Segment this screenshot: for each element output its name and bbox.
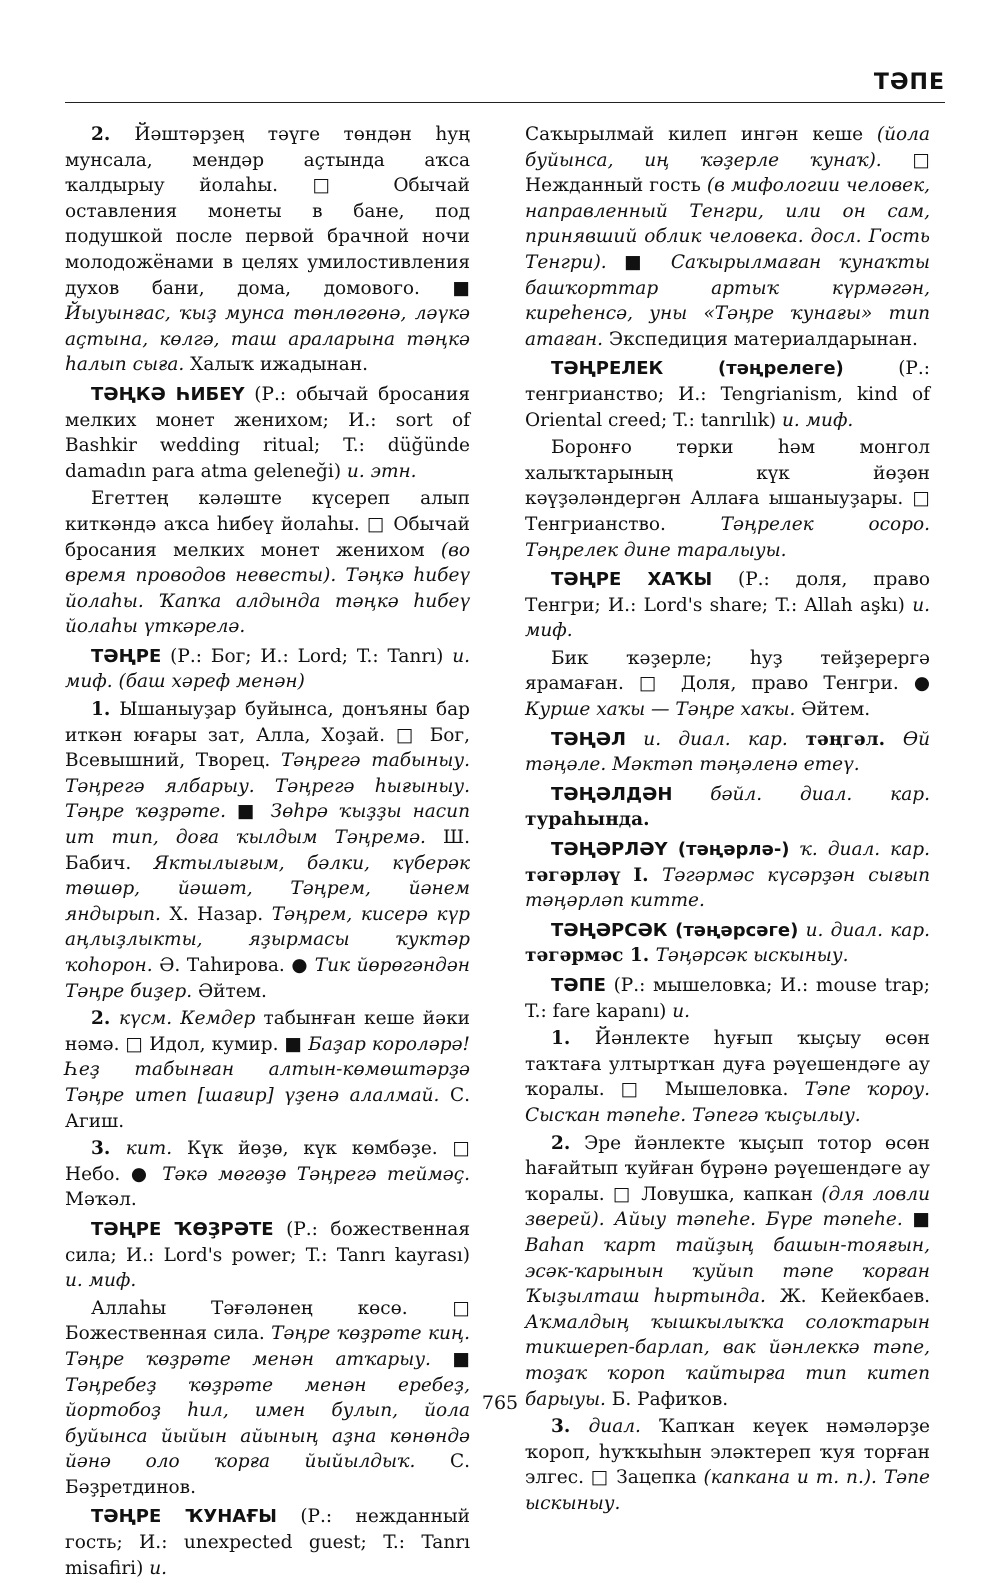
text-segment: Х. Назар.	[160, 903, 272, 925]
dictionary-paragraph	[525, 1131, 930, 1413]
headword: ТӘҢРЕ	[91, 645, 162, 667]
text-segment: Күк йөҙө, күк көмбәҙе. □ Небо. ●	[65, 1138, 470, 1185]
italic-text: Яктылығым, бәлки, күберәк төшөр, йәшәт, Тәңрем, йәнем яндырып.	[65, 852, 470, 925]
dictionary-paragraph	[525, 1414, 930, 1516]
text-segment: Ышаныуҙар буйынса, донъяны бар иткән юғары зат, Алла, Хоҙай. □ Бог, Всевышний, Творец.	[65, 699, 470, 772]
text-segment: ■	[606, 251, 671, 273]
dictionary-paragraph	[525, 646, 930, 723]
text-segment: Ә. Таһирова. ●	[152, 955, 315, 976]
bold-text: тәгәрмәс 1.	[525, 945, 656, 967]
text-segment	[790, 839, 800, 860]
dictionary-entry-headline	[525, 918, 930, 969]
dictionary-paragraph	[65, 1136, 470, 1213]
italic-text: Тәңребеҙ ҡөҙрәте менән еребеҙ, йортобоҙ һил, имен булып, йола буйынса йыйын айының аҙна көнөндә йәнә оло ҡорға йыйылдыҡ.	[65, 1374, 470, 1473]
italic-text: Тәңре ҡөҙрәте киң. Тәңре ҡөҙрәте менән атҡарыу.	[65, 1323, 470, 1370]
dictionary-entry-headline	[65, 382, 470, 484]
italic-text: Өй тәңәле. Мәктәп тәңәленә етеү.	[525, 728, 931, 776]
italic-text: Ваһап ҡарт тайҙың башын-тояғын, эсәк-ҡарынын ҡуйып тәпе ҡорған Ҡыҙылташ һыртында.	[525, 1234, 930, 1308]
headword: ТӘҢРЕ ҠУНАҒЫ	[91, 1506, 277, 1528]
italic-text: кит.	[125, 1138, 173, 1160]
page-number: 765	[481, 1392, 519, 1414]
text-segment: Б. Рафиҡов.	[605, 1388, 729, 1410]
dictionary-entry-headline	[65, 1217, 470, 1294]
headword: ТӘҢКӘ ҺИБЕҮ	[91, 383, 245, 405]
text-segment: Ш. Бабич.	[65, 827, 470, 874]
dictionary-entry-headline	[525, 782, 930, 833]
dictionary-entry-headline	[525, 837, 930, 914]
text-segment: Әйтем.	[795, 699, 871, 721]
bold-text: 1.	[551, 1028, 595, 1050]
italic-text: и.	[149, 1557, 167, 1579]
bold-text: 2.	[91, 124, 135, 145]
italic-text: (во время проводов невесты). Тәңкә һибеү йолаһы. Ҡапҡа алдында тәңкә һибеү йолаһы үткәрелә.	[65, 539, 470, 638]
italic-text: и. миф.	[65, 1270, 137, 1292]
headword: ТӘПЕ	[551, 975, 606, 996]
dictionary-paragraph	[65, 1006, 470, 1134]
italic-text: и. диал. кар.	[805, 919, 931, 941]
text-segment: Саҡырылмай килеп ингән кеше	[525, 124, 877, 145]
text-segment	[626, 729, 643, 750]
bold-text: тәгәрләү I.	[525, 864, 663, 886]
italic-text: Тәпе ҡороу. Сысҡан тәпеһе. Тәпегә ҡыҫылыу.	[525, 1079, 931, 1126]
bold-text: 2.	[91, 1008, 119, 1030]
bold-text: 3.	[551, 1416, 589, 1438]
running-header	[65, 66, 945, 103]
italic-text: и. этн.	[346, 460, 417, 482]
text-segment: (Р.: мышеловка; И.: mouse trap; T.: fare kapanı)	[525, 975, 930, 1022]
italic-text: Тәңрегә табыныу. Тәңрегә ялбарыу. Тәңрегә һығыныу. Тәңре ҡөҙрәте.	[65, 750, 470, 823]
text-segment: С. Бәҙретдинов.	[65, 1451, 470, 1498]
italic-text: Тәңәрсәк ыскыныу.	[655, 945, 849, 967]
italic-text: и. диал. кар.	[643, 728, 788, 750]
headword: ТӘҢӘЛДӘН	[551, 783, 673, 805]
italic-text: Тик йөрөгәндән Тәңре биҙер.	[65, 955, 470, 1002]
italic-text: (для ловли зверей). Айыу тәпеһе. Бүре тәпеһе.	[525, 1183, 930, 1231]
italic-text: Тәгәрмәс күсәрҙән сығып тәңәрләп китте.	[525, 864, 930, 912]
bold-text: 3.	[91, 1138, 126, 1160]
headword: ТӘҢӘРЛӘҮ (тәңәрлә-)	[551, 839, 790, 861]
text-segment: Әйтем.	[192, 980, 267, 1002]
italic-text: и. миф.	[782, 409, 854, 431]
text-segment: □ Нежданный гость	[525, 149, 930, 197]
text-segment: Халыҡ ижадынан.	[184, 354, 369, 376]
text-segment: (Р.: божественная сила; И.: Lord's power; T.: Tanrı kayrası)	[65, 1218, 470, 1266]
text-segment: ■	[902, 1209, 930, 1231]
dictionary-paragraph	[65, 122, 470, 378]
dictionary-paragraph	[65, 697, 470, 1004]
text-segment: (Р.: тенгрианство; И.: Tengrianism, kind of Oriental creed; T.: tanrılık)	[525, 358, 930, 431]
italic-text: и. миф. (баш хәреф менән)	[65, 645, 470, 693]
text-segment: (Р.: доля, право Тенгри; И.: Lord's share; T.: Allah aşkı)	[525, 569, 930, 616]
bold-text: 1.	[91, 699, 120, 721]
running-head-title: ТӘПЕ	[873, 70, 945, 95]
italic-text: (в мифологии человек, направленный Тенгри, или он сам, принявший облик человека. досл. Гость Тенгри).	[525, 175, 931, 273]
italic-text: (йола буйынса, иң ҡәҙерле ҡунаҡ).	[525, 124, 930, 171]
left-column	[65, 122, 470, 1583]
text-segment: Аллаһы Тәғәләнең көсө. □ Божественная сила.	[65, 1297, 470, 1345]
text-segment: (Р.: Бог; И.: Lord; T.: Tanrı)	[161, 645, 453, 667]
bold-text: тәңгәл.	[787, 728, 903, 750]
italic-text: диал.	[588, 1416, 641, 1438]
text-segment: Мәҡәл.	[65, 1189, 137, 1211]
dictionary-paragraph	[525, 435, 930, 563]
italic-text: Йыуынғас, ҡыҙ мунса төнлөгөнә, ләүкә аҫтына, көлгә, таш араларына тәңкә һалып сыға.	[65, 303, 470, 376]
text-segment: ■	[226, 801, 271, 823]
text-segment: Ҡапҡан кеүек нәмәләрҙе ҡороп, һуҡҡыһын эләктереп ҡуя торған элгес. □ Зацепка	[525, 1416, 930, 1489]
italic-text: Баҙар короләрә! Һеҙ табынған алтын-көмөштәрҙә Тәңре итеп [шағир] үҙенә алалмай.	[65, 1033, 470, 1106]
italic-text: Зөһрә ҡыҙҙы насип ит тип, доға ҡылдым Тәңремә.	[65, 801, 470, 849]
italic-text: Саҡырылмаған ҡунаҡты башҡорттар артыҡ күрмәгән, киреһенсә, уны «Тәңре ҡунағы» тип атаған.	[525, 251, 930, 350]
bold-text: 2.	[551, 1132, 585, 1154]
text-segment: Бик ҡәҙерле; һуҙ тейҙерергә ярамаған. □ Доля, право Тенгри. ●	[525, 647, 930, 695]
text-segment: табынған кеше йәки нәмә. □ Идол, кумир. ■	[65, 1008, 470, 1055]
dictionary-entry-headline	[65, 644, 470, 695]
dictionary-entry-headline	[525, 727, 930, 778]
italic-text: Аҡмалдың ҡышкылыҡҡа солоҡтарын тикшереп-барлап, вак йәнлеккә тәпе, тоҙаҡ ҡороп ҡайтырға тип китеп барыуы.	[525, 1311, 930, 1410]
italic-text: Тәңрелек осоро. Тәңрелек дине таралыуы.	[525, 513, 930, 561]
dictionary-entry-headline	[525, 356, 930, 433]
italic-text: и. миф.	[525, 594, 930, 642]
right-column	[525, 122, 930, 1518]
text-segment: Боронғо төрки һәм монгол халыҡтарының күк йөҙөн кәүҙәләндергән Аллаға ышаныуҙары. □ Тенгрианство.	[525, 437, 930, 535]
text-segment: Йәштәрҙең тәүге төндән һуң мунсала, мендәр аҫтында аҡса ҡалдырыу йолаһы. □ Обычай оставления монеты в бане, под подушкой после первой брачной ночи молодожёнами в целях умилостивления духов бани, дома, домового. ■	[65, 124, 470, 299]
italic-text: ҡ. диал. кар.	[799, 839, 930, 861]
text-segment: (Р.: обычай бросания мелких монет женихом; И.: sort of Bashkir wedding ritual; T.: düğünde damadın para atma geleneği)	[65, 383, 470, 482]
dictionary-paragraph	[525, 122, 930, 352]
text-segment: (Р.: нежданный гость; И.: unexpected guest; T.: Tanrı misafiri)	[65, 1506, 470, 1579]
text-segment: Эре йәнлекте ҡыҫып тотор өсөн һағайтып ҡуйған бүрәнә рәүешендәге ау ҡоралы. □ Ловушка, капкан	[525, 1132, 930, 1205]
dictionary-entry-headline	[525, 567, 930, 644]
dictionary-paragraph	[65, 486, 470, 640]
italic-text: күсм. Кемдер	[118, 1008, 256, 1030]
italic-text: Тәкә мөгөҙө Тәңрегә теймәҫ.	[162, 1163, 470, 1185]
headword: ТӘҢӘРСӘК (тәңәрсәге)	[551, 919, 799, 941]
headword: ТӘҢРЕ ХАҠЫ	[551, 569, 713, 591]
italic-text: Тәңрем, кисерә күр аңлыҙлыкты, яҙырмасы ҡуктәр ҡоһорон.	[65, 903, 470, 976]
dictionary-entry-headline	[525, 973, 930, 1024]
text-segment: С. Агиш.	[65, 1084, 470, 1132]
italic-text: (капкана и т. п.). Тәпе ыскыныу.	[525, 1467, 930, 1514]
italic-text: Курше хаҡы — Тәңре хаҡы.	[525, 699, 796, 721]
bold-text: тураһында.	[525, 809, 650, 831]
text-segment: Егеттең кәләште күсереп алып киткәндә аҡса һибеү йолаһы. □ Обычай бросания мелких монет женихом	[65, 488, 470, 561]
headword: ТӘҢӘЛ	[551, 728, 627, 750]
headword: ТӘҢРЕЛЕК (тәңрелеге)	[551, 358, 844, 380]
text-segment: Ж. Кейекбаев.	[765, 1286, 930, 1308]
dictionary-paragraph	[525, 1026, 930, 1128]
text-segment	[672, 784, 710, 805]
text-segment: Экспедиция материалдарынан.	[603, 328, 918, 350]
dictionary-entry-headline	[65, 1504, 470, 1581]
text-segment	[798, 920, 805, 941]
italic-text: и.	[672, 1000, 691, 1022]
text-segment: Йәнлекте һуғып ҡыҫыу өсөн таҡтаға ултыртҡан дуға рәүешендәге ау ҡоралы. □ Мышеловка.	[525, 1028, 930, 1101]
italic-text: бәйл. диал. кар.	[710, 783, 930, 805]
headword: ТӘҢРЕ ҠӨҘРӘТЕ	[91, 1218, 274, 1240]
text-segment: ■	[430, 1348, 470, 1370]
